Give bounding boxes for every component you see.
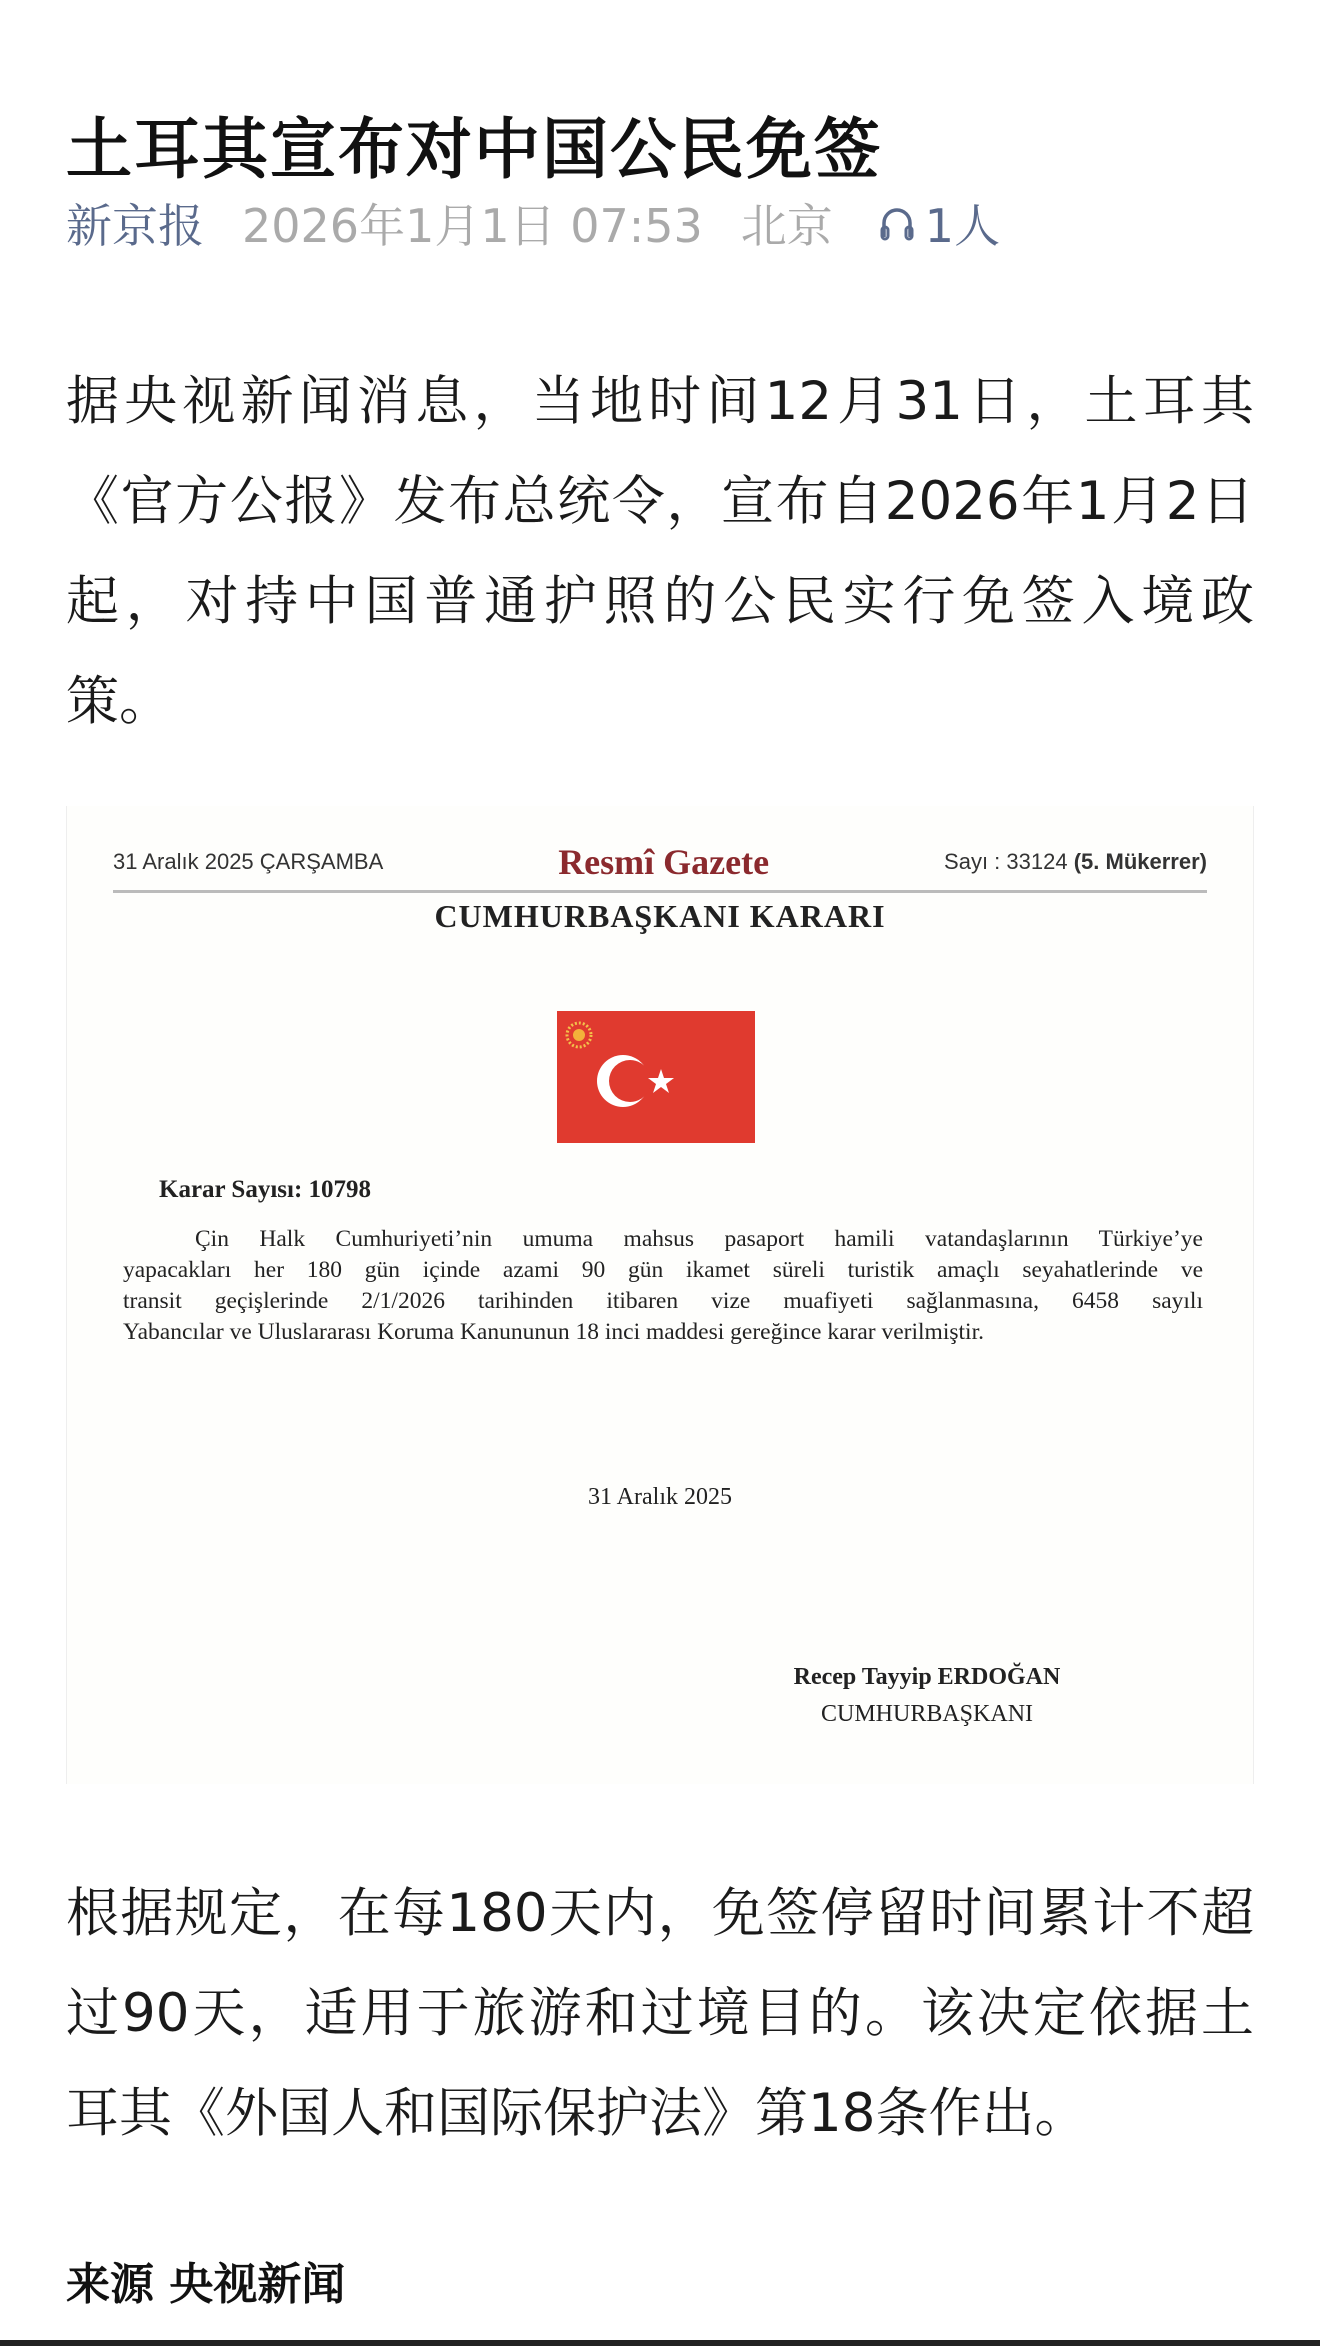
publish-time: 2026年1月1日 07:53 [242,199,703,253]
gazette-issue: Sayı : 33124 (5. Mükerrer) [944,849,1207,874]
headphones-icon [879,203,915,243]
paragraph-intro [66,352,1254,752]
signed-date: 31 Aralık 2025 [588,1484,732,1510]
text-line: 据央视新闻消息，当地时间12月31日，土耳其 [66,371,1254,432]
signatory-name: Recep Tayyip ERDOĞAN [793,1664,1061,1690]
decree-title: CUMHURBAŞKANI KARARI [434,898,886,934]
source-attribution: 来源 央视新闻 [66,2259,346,2310]
text-line: 起，对持中国普通护照的公民实行免签入境政 [66,571,1254,632]
decree-line: transit geçişlerinde 2/1/2026 tarihinden itibaren vize muafiyeti sağlanmasına, 6458 sayılı [123,1288,1203,1314]
bottom-divider [0,2340,1320,2346]
decree-body [123,1224,1203,1348]
gazette-header [113,834,1207,893]
signatory-role: CUMHURBAŞKANI [820,1701,1034,1727]
source-link[interactable]: 新京报 [66,199,204,253]
article-meta [66,190,1000,256]
paragraph-rules [66,1864,1254,2164]
decree-line: Yabancılar ve Uluslararası Koruma Kanununun 18 inci maddesi gereğince karar verilmiştir. [123,1319,984,1345]
gazette-issue-extra: (5. Mükerrer) [1073,849,1207,874]
listen-button[interactable] [879,190,1000,256]
signature-block [757,1664,1097,1728]
text-line: 耳其《外国人和国际保护法》第18条作出。 [66,2083,1088,2144]
text-line: 《官方公报》发布总统令，宣布自2026年1月2日 [66,471,1254,532]
gazette-date: 31 Aralık 2025 ÇARŞAMBA [113,849,384,874]
gazette-image[interactable] [66,806,1254,1784]
decree-line: yapacakları her 180 gün içinde azami 90 gün ikamet süreli turistik amaçlı seyahatlerinde ve [123,1257,1203,1283]
listener-count: 1人 [924,199,1001,253]
gazette-logo: Resmî Gazete [558,842,770,882]
text-line: 策。 [66,671,172,732]
publish-location: 北京 [740,199,833,253]
decree-line: Çin Halk Cumhuriyeti’nin umuma mahsus pasaport hamili vatandaşlarının Türkiye’ye [195,1226,1203,1252]
decision-number: Karar Sayısı: 10798 [159,1176,372,1203]
text-line: 根据规定，在每180天内，免签停留时间累计不超 [66,1883,1254,1944]
article-title: 土耳其宣布对中国公民免签 [66,111,882,189]
text-line: 过90天，适用于旅游和过境目的。该决定依据土 [66,1983,1254,2044]
turkish-flag-icon [557,1011,755,1143]
